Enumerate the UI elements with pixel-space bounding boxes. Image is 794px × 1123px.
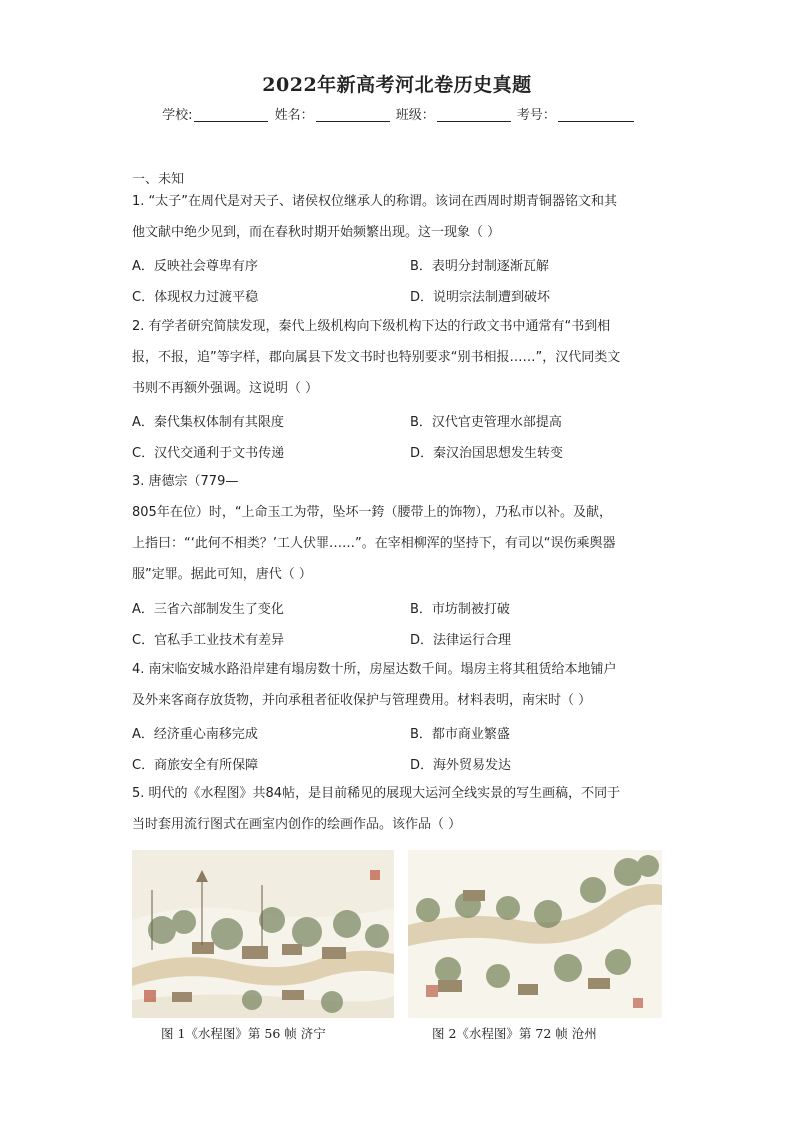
q4-option-b[interactable]: B．都市商业繁盛 — [410, 727, 510, 742]
figure-2-caption: 图 2《水程图》第 72 帧 沧州 — [432, 1026, 597, 1041]
q1-option-b[interactable]: B．表明分封制逐渐瓦解 — [410, 259, 549, 274]
question-3-line-2: 805年在位）时，“上命玉工为带，坠坏一銙（腰带上的饰物），乃私市以补。及献， — [132, 505, 613, 520]
section-title: 一、未知 — [132, 172, 185, 187]
question-1-line-2: 他文献中绝少见到，而在春秋时期开始频繁出现。这一现象（ ） — [132, 225, 501, 240]
exam-number-label: 考号： — [516, 108, 556, 123]
q3-option-c[interactable]: C．官私手工业技术有差异 — [132, 633, 285, 648]
question-1-line-1: 1. “太子”在周代是对天子、诸侯权位继承人的称谓。该词在西周时期青铜器铭文和其 — [132, 194, 618, 209]
q2-option-d[interactable]: D．秦汉治国思想发生转变 — [410, 446, 564, 461]
figure-1-caption: 图 1《水程图》第 56 帧 济宁 — [161, 1026, 326, 1041]
question-1 — [132, 186, 662, 248]
q2-option-a[interactable]: A．秦代集权体制有其限度 — [132, 415, 284, 430]
figures — [132, 850, 662, 1020]
name-blank[interactable] — [316, 108, 390, 122]
question-5-line-1: 5. 明代的《水程图》共84帖，是目前稀见的展现大运河全线实景的写生画稿，不同于 — [132, 786, 621, 801]
question-2 — [132, 311, 662, 404]
exam-number-blank[interactable] — [558, 108, 634, 122]
student-info-row — [0, 104, 794, 123]
question-4-line-2: 及外来客商存放货物，并向承租者征收保护与管理费用。材料表明，南宋时（ ） — [132, 693, 592, 708]
question-3-line-4: 服”定罪。据此可知，唐代（ ） — [132, 567, 312, 582]
question-5 — [132, 778, 662, 840]
question-3-line-3: 上指曰：“‘此何不相类？’工人伏罪……”。在宰相柳浑的坚持下，有司以“误伤乘舆器 — [132, 536, 616, 551]
q2-option-c[interactable]: C．汉代交通利于文书传递 — [132, 446, 285, 461]
name-label: 姓名： — [274, 108, 314, 123]
q1-option-c[interactable]: C．体现权力过渡平稳 — [132, 290, 259, 305]
q3-option-a[interactable]: A．三省六部制发生了变化 — [132, 602, 284, 617]
q1-option-d[interactable]: D．说明宗法制遭到破坏 — [410, 290, 551, 305]
q4-option-c[interactable]: C．商旅安全有所保障 — [132, 758, 259, 773]
q2-option-b[interactable]: B．汉代官吏管理水部提高 — [410, 415, 562, 430]
question-4-line-1: 4. 南宋临安城水路沿岸建有塌房数十所，房屋达数千间。塌房主将其租赁给本地铺户 — [132, 662, 617, 677]
school-label: 学校: — [162, 108, 193, 123]
question-4 — [132, 654, 662, 716]
school-blank[interactable] — [194, 108, 268, 122]
question-2-line-2: 报，不报，追”等字样，郡向属县下发文书时也特别要求“别书相报……”，汉代同类文 — [132, 350, 621, 365]
question-3 — [132, 466, 662, 590]
class-label: 班级： — [395, 108, 435, 123]
question-2-line-3: 书则不再额外强调。这说明（ ） — [132, 381, 319, 396]
question-2-line-1: 2. 有学者研究简牍发现，秦代上级机构向下级机构下达的行政文书中通常有“书到相 — [132, 319, 611, 334]
page-title: 2022年新高考河北卷历史真题 — [262, 74, 532, 96]
q3-option-d[interactable]: D．法律运行合理 — [410, 633, 512, 648]
figure-2-painting — [408, 850, 662, 1018]
class-blank[interactable] — [437, 108, 511, 122]
q3-option-b[interactable]: B．市坊制被打破 — [410, 602, 510, 617]
figure-1-painting — [132, 850, 394, 1018]
q4-option-a[interactable]: A．经济重心南移完成 — [132, 727, 258, 742]
question-3-line-1: 3. 唐德宗（779— — [132, 474, 239, 489]
q4-option-d[interactable]: D．海外贸易发达 — [410, 758, 512, 773]
q1-option-a[interactable]: A．反映社会尊卑有序 — [132, 259, 258, 274]
question-5-line-2: 当时套用流行图式在画室内创作的绘画作品。该作品（ ） — [132, 817, 462, 832]
